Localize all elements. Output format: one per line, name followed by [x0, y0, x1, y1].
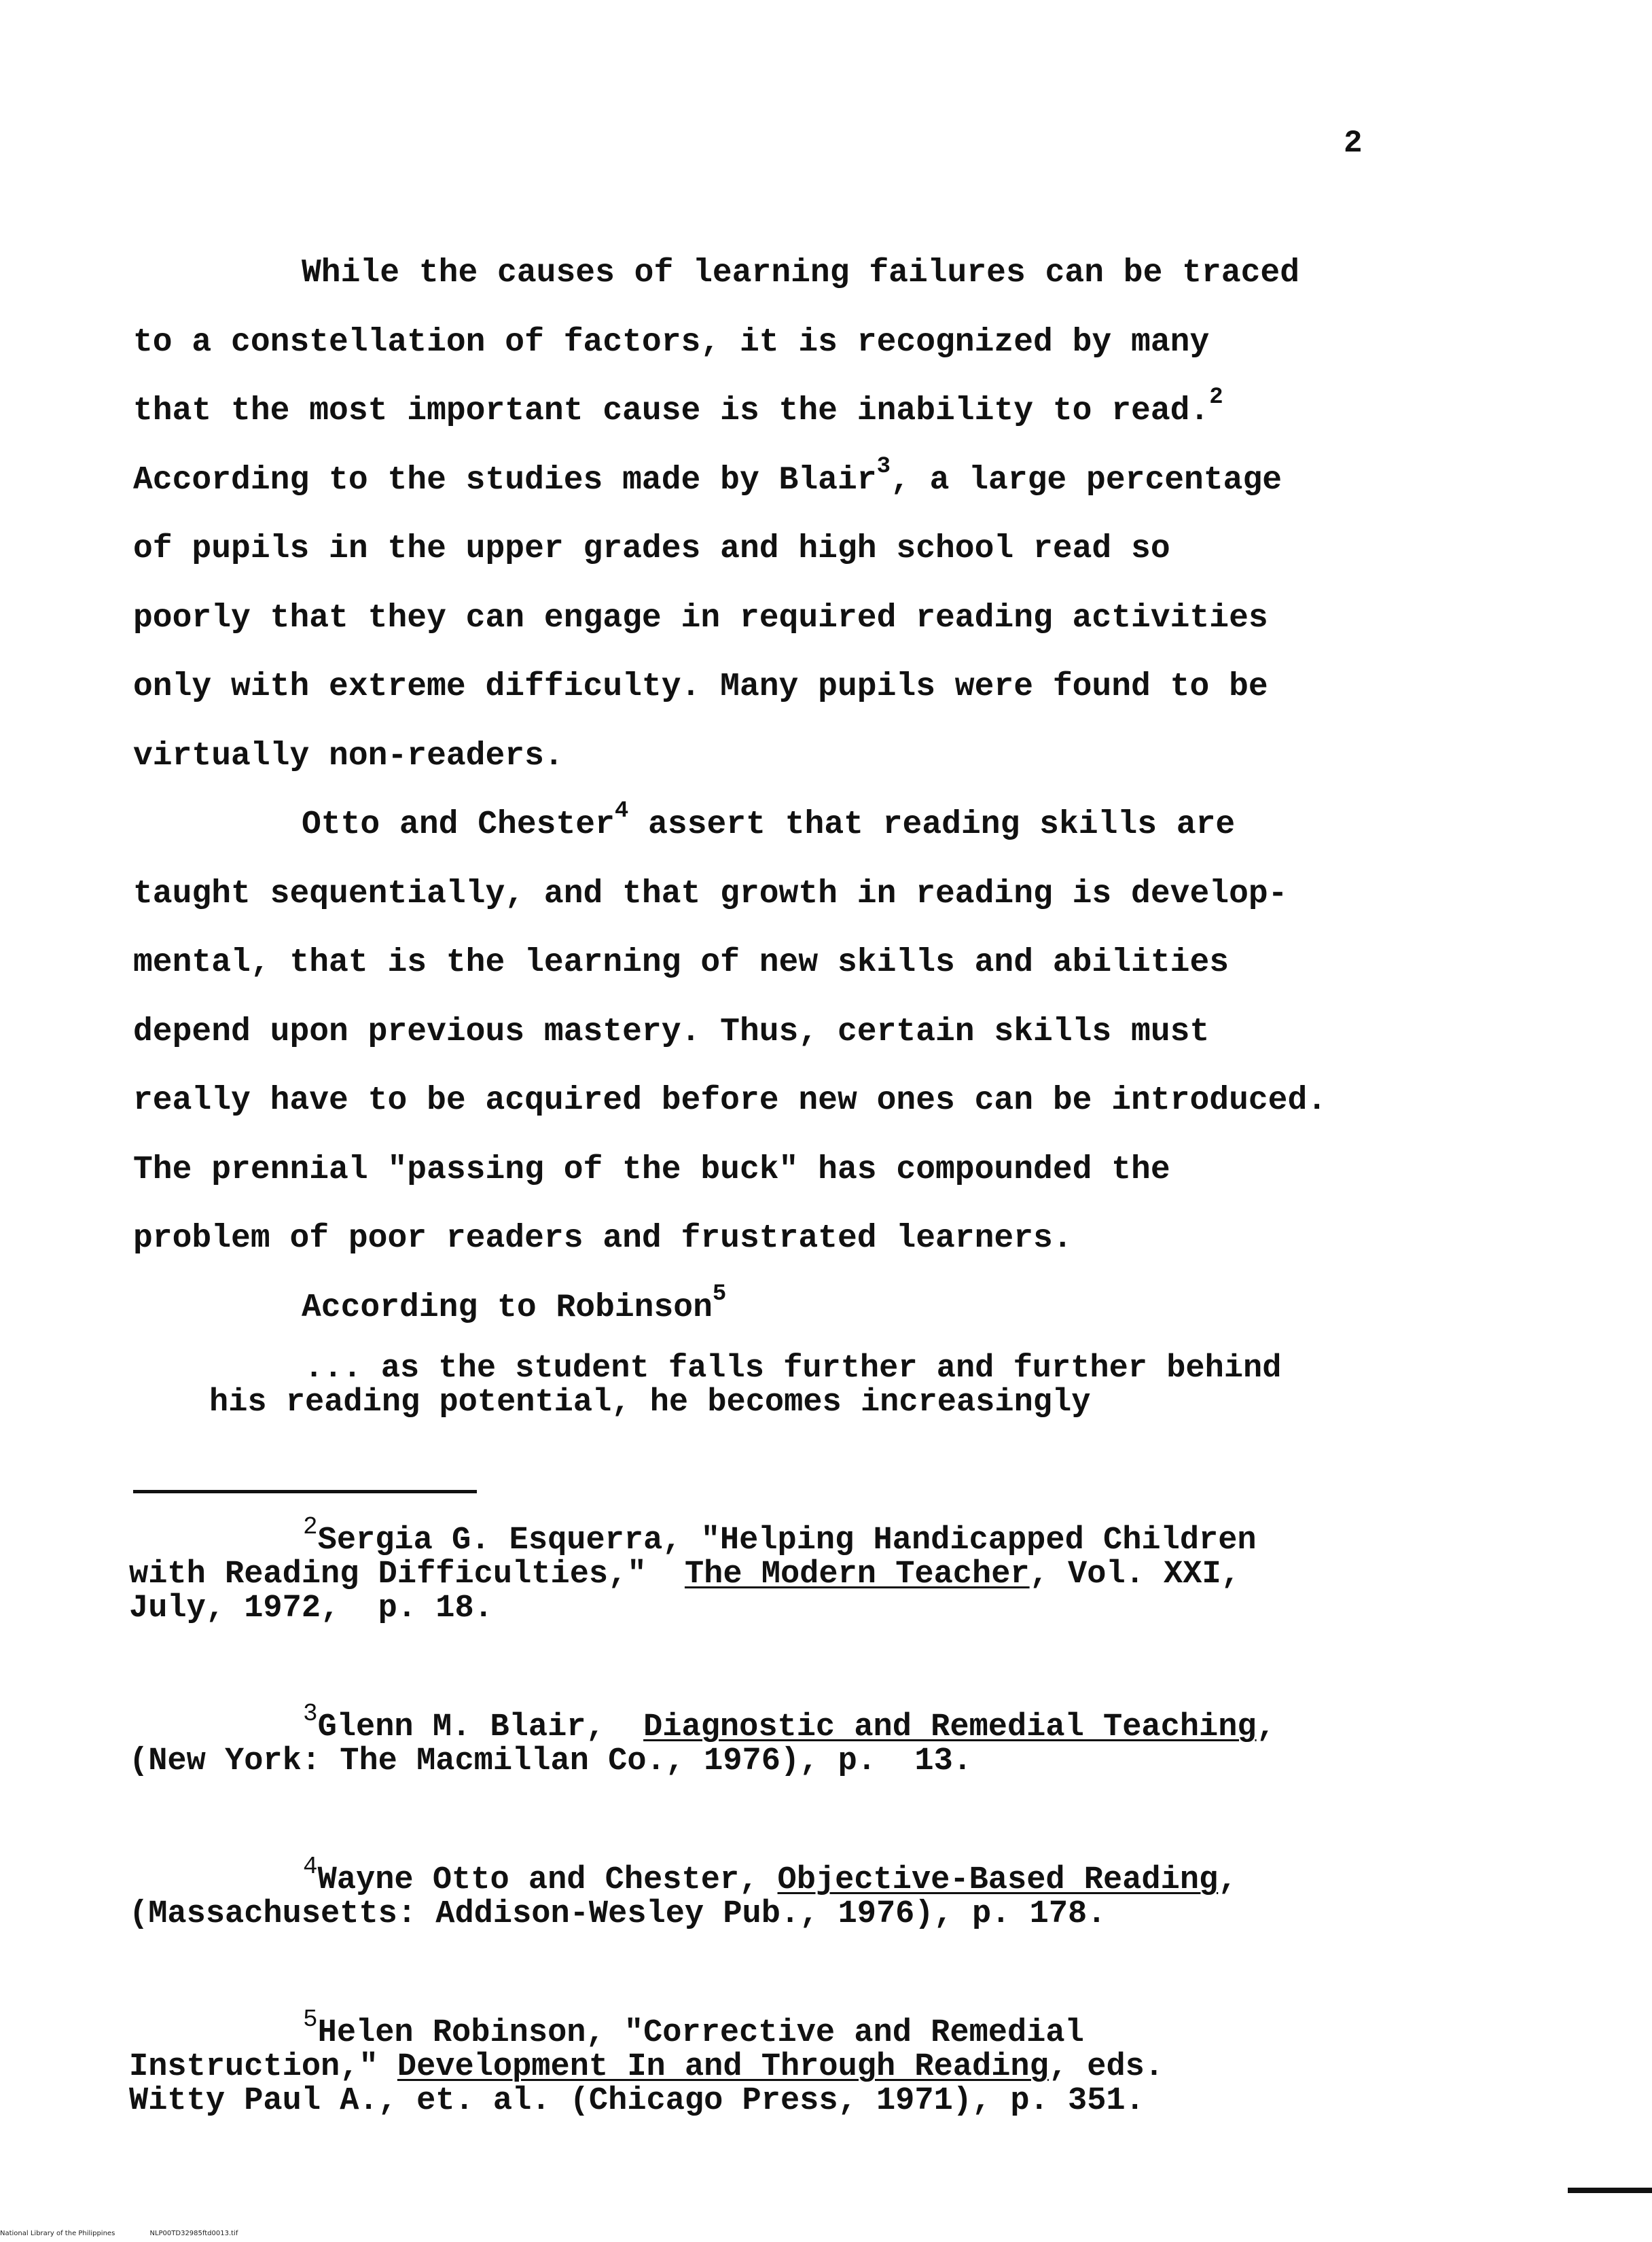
text-line: depend upon previous mastery. Thus, certain skills must — [133, 1013, 1210, 1050]
publication-title: Diagnostic and Remedial Teaching — [643, 1709, 1257, 1745]
text-line: to a constellation of factors, it is recognized by many — [133, 323, 1210, 361]
library-credit: National Library of the Philippines — [0, 2230, 115, 2237]
text-line: The prennial "passing of the buck" has compounded the — [133, 1151, 1170, 1188]
footnote: $^3$Glenn M. Blair, Diagnostic and Remedial Teaching, (New York: The Macmillan Co., 1976), p. 13. — [129, 1700, 1276, 1779]
publication-title: The Modern Teacher — [684, 1556, 1030, 1592]
footnotes — [129, 1513, 1488, 2203]
block-quote — [209, 1352, 1432, 1420]
footnote-ref: 3 — [876, 453, 891, 480]
text-line: While the causes of learning failures can be traced — [302, 255, 1300, 291]
footnote-divider — [133, 1490, 477, 1493]
file-name: NLP00TD32985ftd0013.tif — [149, 2230, 238, 2237]
text-line: According to Robinson$^5$ — [302, 1281, 727, 1326]
text-line: poorly that they can engage in required reading activities — [133, 599, 1268, 637]
footnote-number: 3 — [303, 1700, 318, 1728]
scan-footer — [0, 2230, 270, 2237]
text-line: that the most important cause is the inability to read.$^2$ — [133, 385, 1223, 429]
footnote: $^2$Sergia G. Esquerra, "Helping Handicapped Children with Reading Difficulties," The Modern Teacher, Vol. XXI, July, 1972, p. 18. — [129, 1513, 1257, 1626]
text-line: problem of poor readers and frustrated learners. — [133, 1220, 1073, 1257]
text-line: only with extreme difficulty. Many pupils were found to be — [133, 669, 1268, 705]
publication-title: Development In and Through Reading — [397, 2049, 1049, 2085]
footnote-ref: 4 — [614, 798, 629, 824]
footnote-ref: 5 — [712, 1281, 727, 1307]
footnote-ref: 2 — [1209, 385, 1223, 410]
footnote: $^5$Helen Robinson, "Corrective and Remedial Instruction," Development In and Through Reading, eds. Witty Paul A., et. al. (Chicago Press, 1971), p. 351. — [129, 2006, 1164, 2119]
text-line: According to the studies made by Blair$^3$, a large percentage — [133, 453, 1282, 499]
quote-line: his reading potential, he becomes increasingly — [209, 1385, 1091, 1421]
text-line: of pupils in the upper grades and high school read so — [133, 531, 1170, 567]
text-line: mental, that is the learning of new skills and abilities — [133, 944, 1229, 981]
footnote-number: 5 — [303, 2006, 318, 2033]
text-line: Otto and Chester$^4$ assert that reading skills are — [302, 798, 1236, 843]
scan-edge-mark — [1568, 2188, 1652, 2193]
text-line: really have to be acquired before new ones can be introduced. — [133, 1082, 1327, 1119]
footnote-number: 2 — [303, 1513, 318, 1541]
text-line: virtually non-readers. — [133, 737, 564, 775]
page-number: 2 — [1344, 126, 1363, 161]
footnote-number: 4 — [303, 1853, 318, 1881]
publication-title: Objective-Based Reading — [777, 1862, 1219, 1898]
footnote: $^4$Wayne Otto and Chester, Objective-Based Reading, (Massachusetts: Addison-Wesley Pub., 1976), p. 178. — [129, 1853, 1238, 1932]
quote-line: ... as the student falls further and further behind — [304, 1351, 1282, 1387]
text-line: taught sequentially, and that growth in reading is develop- — [133, 875, 1288, 912]
body-text — [133, 239, 1424, 1342]
